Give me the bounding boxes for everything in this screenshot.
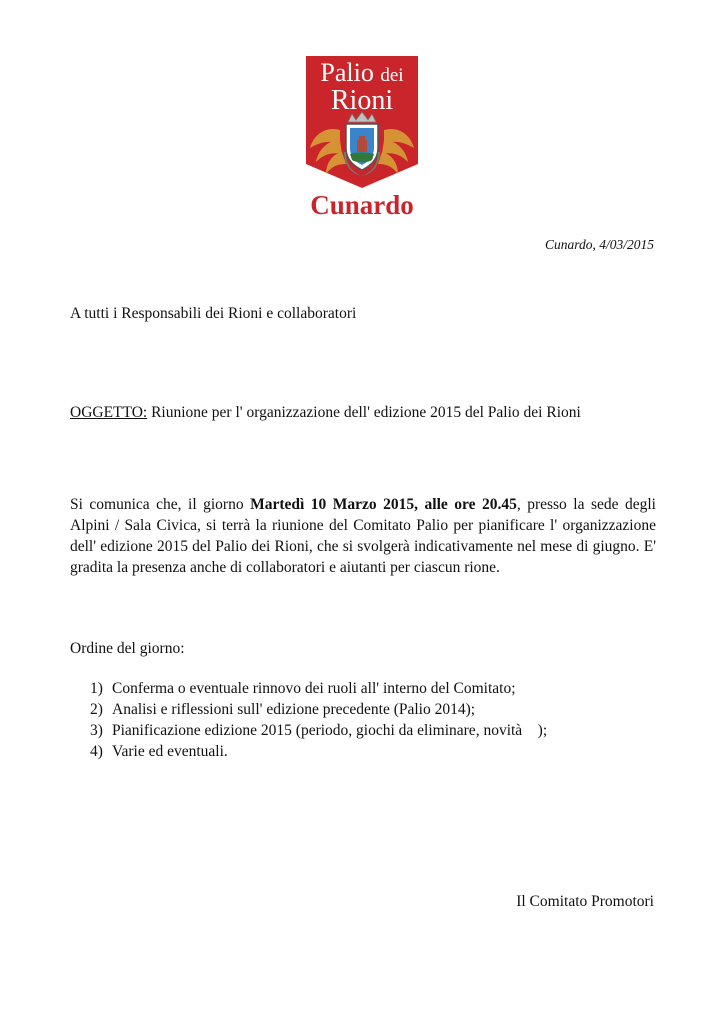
agenda-title: Ordine del giorno: xyxy=(70,640,185,657)
letter-date: Cunardo, 4/03/2015 xyxy=(544,237,654,252)
logo-title-palio: Palio xyxy=(320,58,374,87)
agenda-item xyxy=(90,699,547,720)
logo-town-name: Cunardo xyxy=(310,190,414,220)
letter-body xyxy=(70,494,656,578)
body-meeting-datetime: Martedì 10 Marzo 2015, alle ore 20.45 xyxy=(250,496,517,513)
agenda-item-number: 1) xyxy=(90,680,103,697)
agenda-item-text: Analisi e riflessioni sull' edizione precedente (Palio 2014); xyxy=(112,701,476,718)
agenda-item xyxy=(90,741,547,762)
agenda-item-number: 2) xyxy=(90,701,103,718)
palio-logo xyxy=(300,56,424,224)
letter-subject xyxy=(70,404,581,422)
subject-text: Riunione per l' organizzazione dell' edizione 2015 del Palio dei Rioni xyxy=(147,404,581,421)
agenda-item-text: Varie ed eventuali. xyxy=(112,743,228,760)
agenda-item xyxy=(90,720,547,741)
agenda-item-number: 3) xyxy=(90,722,103,739)
agenda-item-text: Conferma o eventuale rinnovo dei ruoli all' interno del Comitato; xyxy=(112,680,516,697)
letter-signature: Il Comitato Promotori xyxy=(516,893,654,910)
body-part-2: , presso la sede degli Alpini / Sala Civica, si terrà la riunione del Comitato Palio per pianificare l' organizzazione dell' edizione 2015 del Palio dei Rioni, che si svolgerà indicativamente nel mese di giugno. E' gradita la presenza anche di collaboratori e aiutanti per ciascun rione. xyxy=(70,496,656,576)
agenda-item-number: 4) xyxy=(90,743,103,760)
body-part-1: Si comunica che, il giorno xyxy=(70,496,251,513)
agenda-item-text: Pianificazione edizione 2015 (periodo, giochi da eliminare, novità ); xyxy=(112,722,548,739)
logo-title xyxy=(306,60,418,115)
logo-title-rioni: Rioni xyxy=(330,85,394,116)
agenda-item xyxy=(90,678,547,699)
agenda-list xyxy=(90,678,547,762)
logo-title-dei: dei xyxy=(380,65,404,86)
letter-recipients: A tutti i Responsabili dei Rioni e collaboratori xyxy=(70,305,357,322)
subject-label: OGGETTO: xyxy=(70,404,148,421)
